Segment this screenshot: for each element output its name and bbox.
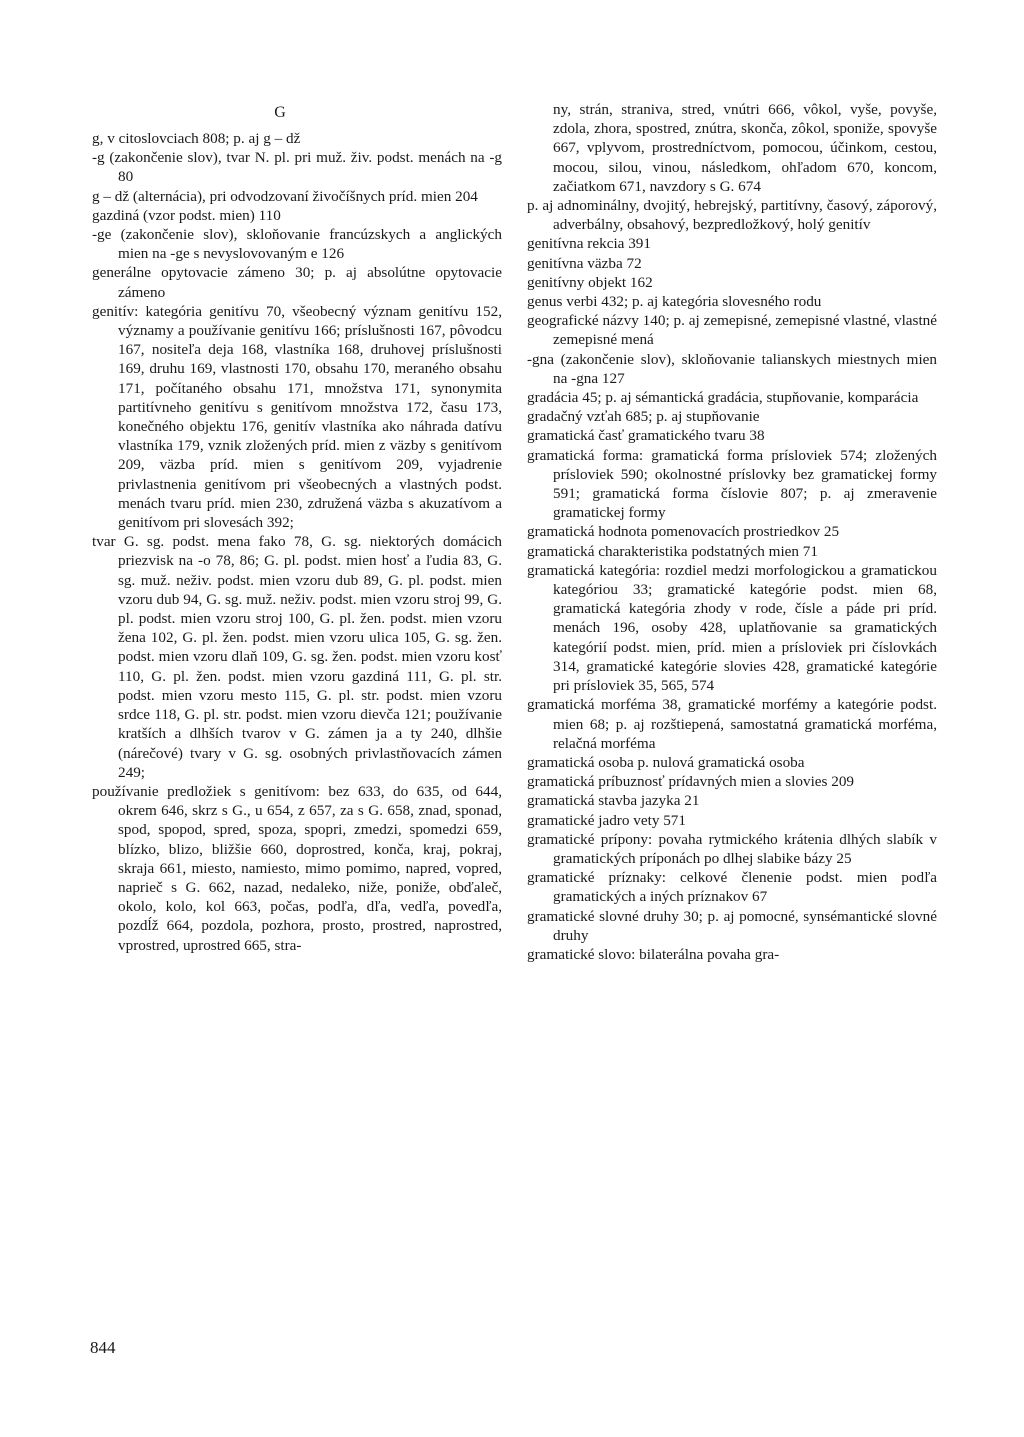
index-entry: gramatická morféma 38, gramatické morfémy a kategórie podst. mien 68; p. aj rozštiepená, samostatná gramatická morféma, relačná morféma	[527, 696, 937, 752]
index-entry: genitívna rekcia 391	[527, 235, 651, 253]
index-entry: gramatická charakteristika podstatných mien 71	[527, 542, 818, 560]
index-entry: gradačný vzťah 685; p. aj stupňovanie	[527, 408, 760, 426]
index-entry: gramatické slovo: bilaterálna povaha gra-	[527, 945, 780, 963]
index-entry: gramatická stavba jazyka 21	[527, 792, 700, 810]
index-entry: p. aj adnominálny, dvojitý, hebrejský, partitívny, časový, záporový, adverbálny, obsahový, bezpredložkový, holý genitív	[527, 197, 937, 234]
page-number: 844	[90, 1338, 116, 1357]
index-entry: genitívna väzba 72	[527, 254, 642, 272]
index-entry: gramatické príznaky: celkové členenie podst. mien podľa gramatických a iných príznakov 67	[527, 869, 937, 906]
index-entry: genus verbi 432; p. aj kategória slovesného rodu	[527, 293, 822, 311]
index-entry: gradácia 45; p. aj sémantická gradácia, stupňovanie, komparácia	[527, 389, 919, 407]
index-entry: gramatická časť gramatického tvaru 38	[527, 427, 765, 445]
index-entry: gramatická osoba p. nulová gramatická osoba	[527, 753, 805, 771]
index-entry: -gna (zakončenie slov), skloňovanie talianskych miestnych mien na -gna 127	[527, 350, 937, 387]
index-entry: -g (zakončenie slov), tvar N. pl. pri muž. živ. podst. menách na -g 80	[92, 149, 502, 186]
index-entry: gramatická hodnota pomenovacích prostriedkov 25	[527, 523, 840, 541]
index-entry: gramatická forma: gramatická forma prísloviek 574; zložených prísloviek 590; okolnostné príslovky bez gramatickej formy 591; gramatická forma číslovie 807; p. aj zmeravenie gramatickej formy	[527, 446, 937, 522]
index-entry: g, v citoslovciach 808; p. aj g – dž	[92, 130, 301, 147]
index-entry: gramatické slovné druhy 30; p. aj pomocné, synsémantické slovné druhy	[527, 907, 937, 944]
left-column	[92, 129, 502, 955]
index-entry: používanie predložiek s genitívom: bez 633, do 635, od 644, okrem 646, skrz s G., u 654, z 657, za s G. 658, znad, sponad, spod, spopod, spred, spoza, spopri, zmedzi, spomedzi 659, blízko, blizo, bližšie 660, doprostred, konča, kraj, pokraj, skraja 661, miesto, namiesto, mimo pomimo, napred, vopred, naprieč s G. 662, nazad, nedaleko, niže, poniže, obďaleč, okolo, kolo, kol 663, počas, podľa, dľa, vedľa, povedľa, pozdĺž 664, pozdola, pozhora, prosto, prostred, naprostred, vprostred, uprostred 665, stra-	[92, 782, 502, 954]
index-entry: gramatické jadro vety 571	[527, 811, 686, 829]
index-entry: gazdiná (vzor podst. mien) 110	[92, 206, 281, 224]
index-entry: geografické názvy 140; p. aj zemepisné, zemepisné vlastné, vlastné zemepisné mená	[527, 312, 937, 349]
index-entry: tvar G. sg. podst. mena fako 78, G. sg. niektorých domácich priezvisk na -o 78, 86; G. pl. podst. mien hosť a ľudia 83, G. sg. muž. neživ. podst. mien vzoru dub 89, G. pl. podst. mien vzoru dub 94, G. sg. muž. neživ. podst. mien vzoru stroj 99, G. pl. podst. mien vzoru stroj 100, G. pl. žen. podst. mien vzoru žena 102, G. pl. žen. podst. mien vzoru ulica 105, G. sg. žen. podst. mien vzoru dlaň 109, G. sg. žen. podst. mien vzoru kosť 110, G. pl. žen. podst. mien vzoru gazdiná 111, G. pl. str. podst. mien vzoru mesto 115, G. pl. str. podst. mien vzoru srdce 118, G. pl. str. podst. mien vzoru dievča 121; používanie kratších a dlhších tvarov v G. zámen ja a ty 240, dlhšie (nárečové) tvary v G. sg. osobných privlastňovacích zámen 249;	[92, 533, 502, 781]
right-column	[527, 100, 937, 964]
index-entry: gramatická príbuznosť prídavných mien a slovies 209	[527, 773, 855, 791]
index-entry-continued: ny, strán, straniva, stred, vnútri 666, vôkol, vyše, povyše, zdola, zhora, spostred, znútra, skonča, zôkol, sponiže, spovyše 667, vplyvom, prostredníctvom, pomocou, účinkom, cestou, mocou, silou, vinou, následkom, ohľadom 670, koncom, začiatkom 671, navzdory s G. 674	[553, 101, 937, 195]
index-entry: -ge (zakončenie slov), skloňovanie francúzskych a anglických mien na -ge s nevyslovovaným e 126	[92, 226, 502, 263]
index-entry: gramatická kategória: rozdiel medzi morfologickou a gramatickou kategóriou 33; gramatické kategórie podst. mien 68, gramatická kategória zhody v rode, čísle a páde pri príd. menách 196, osoby 428, uplatňovanie sa gramatických kategórií podst. mien, príd. mien a prísloviek pri číslovkách 314, gramatické kategórie slovies 428, gramatické kategórie pri prísloviek 35, 565, 574	[527, 561, 937, 695]
index-entry: generálne opytovacie zámeno 30; p. aj absolútne opytovacie zámeno	[92, 264, 502, 301]
index-entry: genitívny objekt 162	[527, 273, 653, 291]
index-entry: g – dž (alternácia), pri odvodzovaní živočíšnych príd. mien 204	[92, 187, 478, 205]
index-entry: genitív: kategória genitívu 70, všeobecný význam genitívu 152, významy a používanie genitívu 166; príslušnosti 167, pôvodcu 167, nositeľa deja 168, vlastníka 168, druhovej príslušnosti 169, druhu 169, vlastnosti 170, obsahu 170, meraného obsahu 171, počítaného obsahu 171, množstva 171, synonymita partitívneho genitívu s genitívom množstva 172, času 173, konečného objektu 176, genitív vlastníka ako náhrada datívu vlastníka 179, vznik zložených príd. mien z väzby s genitívom 209, väzba príd. mien s genitívom 209, vyjadrenie privlastnenia genitívom pri všeobecných a vlastných podst. menách tvaru príd. mien 230, združená väzba s akuzatívom a genitívom pri slovesách 392;	[92, 302, 502, 532]
index-entry: gramatické prípony: povaha rytmického krátenia dlhých slabík v gramatických príponách po dlhej slabike bázy 25	[527, 830, 937, 867]
letter-heading: G	[274, 104, 286, 121]
